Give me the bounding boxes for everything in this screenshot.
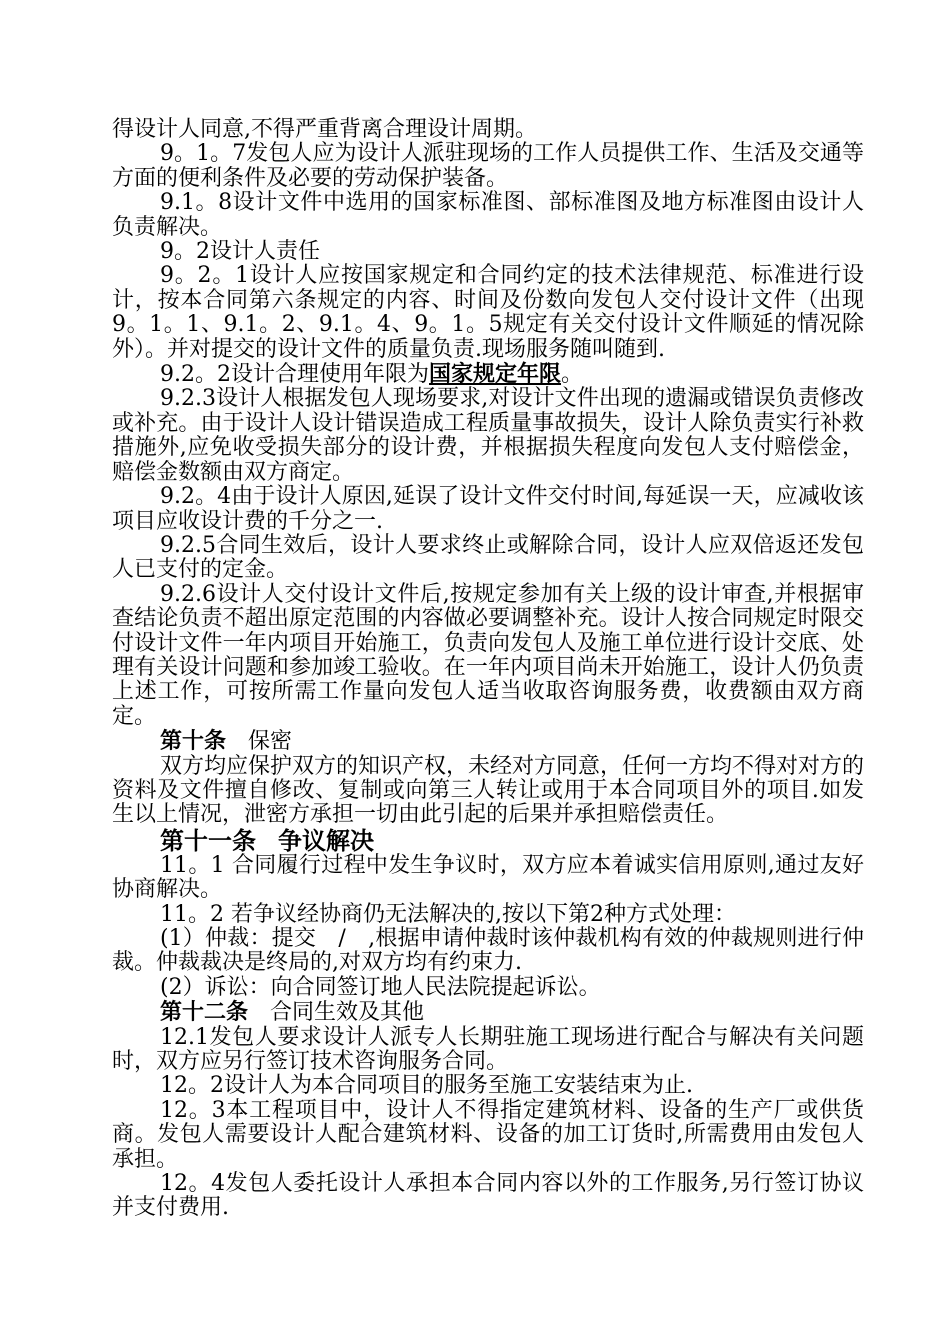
section-heading: 9。2设计人责任	[160, 239, 320, 265]
paragraph: 9.2.6设计人交付设计文件后,按规定参加有关上级的设计审查,并根据审查结论负责不超出原定范围的内容做必要调整补充。设计人按合同规定时限交付设计文件一年内项目开始施工，负责向发包人及施工单位进行设计交底、处理有关设计问题和参加竣工验收。在一年内项目尚未开始施工，设计人仍负责上述工作，可按所需工作量向发包人适当收取咨询服务费，收费额由双方商定。	[112, 581, 864, 729]
article-number: 第十条	[160, 728, 227, 755]
text-run: 9.2。2设计合理使用年限为	[160, 362, 429, 388]
paragraph: 9.1。8设计文件中选用的国家标准图、部标准图及地方标准图由设计人负责解决。	[112, 190, 864, 240]
article-title: 争议解决	[278, 825, 374, 855]
paragraph: 9.2。4由于设计人原因,延误了设计文件交付时间,每延误一天，应减收该项目应收设计费的千分之一.	[112, 484, 864, 534]
article-heading-12	[112, 1000, 864, 1025]
paragraph: 12.1发包人要求设计人派专人长期驻施工现场进行配合与解决有关问题时，双方应另行签订技术咨询服务合同。	[112, 1024, 864, 1075]
paragraph: (2）诉讼：向合同签订地人民法院提起诉讼。	[160, 974, 601, 1000]
paragraph: 9.2.3设计人根据发包人现场要求,对设计文件出现的遗漏或错误负责修改或补充。由于设计人设计错误造成工程质量事故损失，设计人除负责实行补救措施外,应免收受损失部分的设计费，并根据损失程度向发包人支付赔偿金，赔偿金数额由双方商定。	[112, 386, 864, 485]
underlined-term: 国家规定年限	[429, 361, 562, 388]
paragraph: 得设计人同意,不得严重背离合理设计周期。	[112, 117, 537, 142]
paragraph: 9。1。7发包人应为设计人派驻现场的工作人员提供工作、生活及交通等方面的便利条件及必要的劳动保护装备。	[112, 141, 864, 191]
paragraph: 11。2 若争议经协商仍无法解决的,按以下第2种方式处理：	[160, 901, 736, 927]
paragraph: 9.2.5合同生效后，设计人要求终止或解除合同，设计人应双倍返还发包人已支付的定金。	[112, 532, 864, 583]
article-heading-10	[112, 729, 864, 754]
paragraph: 9。2。1设计人应按国家规定和合同约定的技术法律规范、标准进行设计，按本合同第六条规定的内容、时间及份数向发包人交付设计文件（出现9。1。1、9.1。2、9.1。4、9。1。5规定有关交付设计文件顺延的情况除外）。并对提交的设计文件的质量负责.现场服务随叫随到.	[112, 263, 864, 362]
paragraph: 11。1 合同履行过程中发生争议时，双方应本着诚实信用原则,通过友好协商解决。	[112, 852, 864, 903]
paragraph: (1）仲裁：提交 / ,根据申请仲裁时该仲裁机构有效的仲裁规则进行仲裁。仲裁裁决是终局的,对双方均有约束力.	[112, 926, 864, 976]
document-page	[112, 118, 864, 1221]
paragraph-design-life	[112, 362, 864, 387]
article-title: 合同生效及其他	[270, 1000, 425, 1026]
article-heading-11	[112, 825, 864, 855]
paragraph: 双方均应保护双方的知识产权，未经对方同意，任何一方均不得对对方的资料及文件擅自修改、复制或向第三人转让或用于本合同项目外的项目.如发生以上情况，泄密方承担一切由此引起的后果并承担赔偿责任。	[112, 753, 865, 828]
paragraph: 12。4发包人委托设计人承担本合同内容以外的工作服务,另行签订协议并支付费用.	[112, 1171, 864, 1221]
paragraph: 12。2设计人为本合同项目的服务至施工安装结束为止.	[160, 1073, 693, 1099]
text-run: 。	[561, 362, 584, 388]
paragraph: 12。3本工程项目中，设计人不得指定建筑材料、设备的生产厂或供货商。发包人需要设计人配合建筑材料、设备的加工订货时,所需费用由发包人承担。	[112, 1097, 864, 1172]
article-number: 第十一条	[160, 825, 256, 855]
article-number: 第十二条	[160, 999, 249, 1026]
article-title: 保密	[248, 729, 293, 755]
